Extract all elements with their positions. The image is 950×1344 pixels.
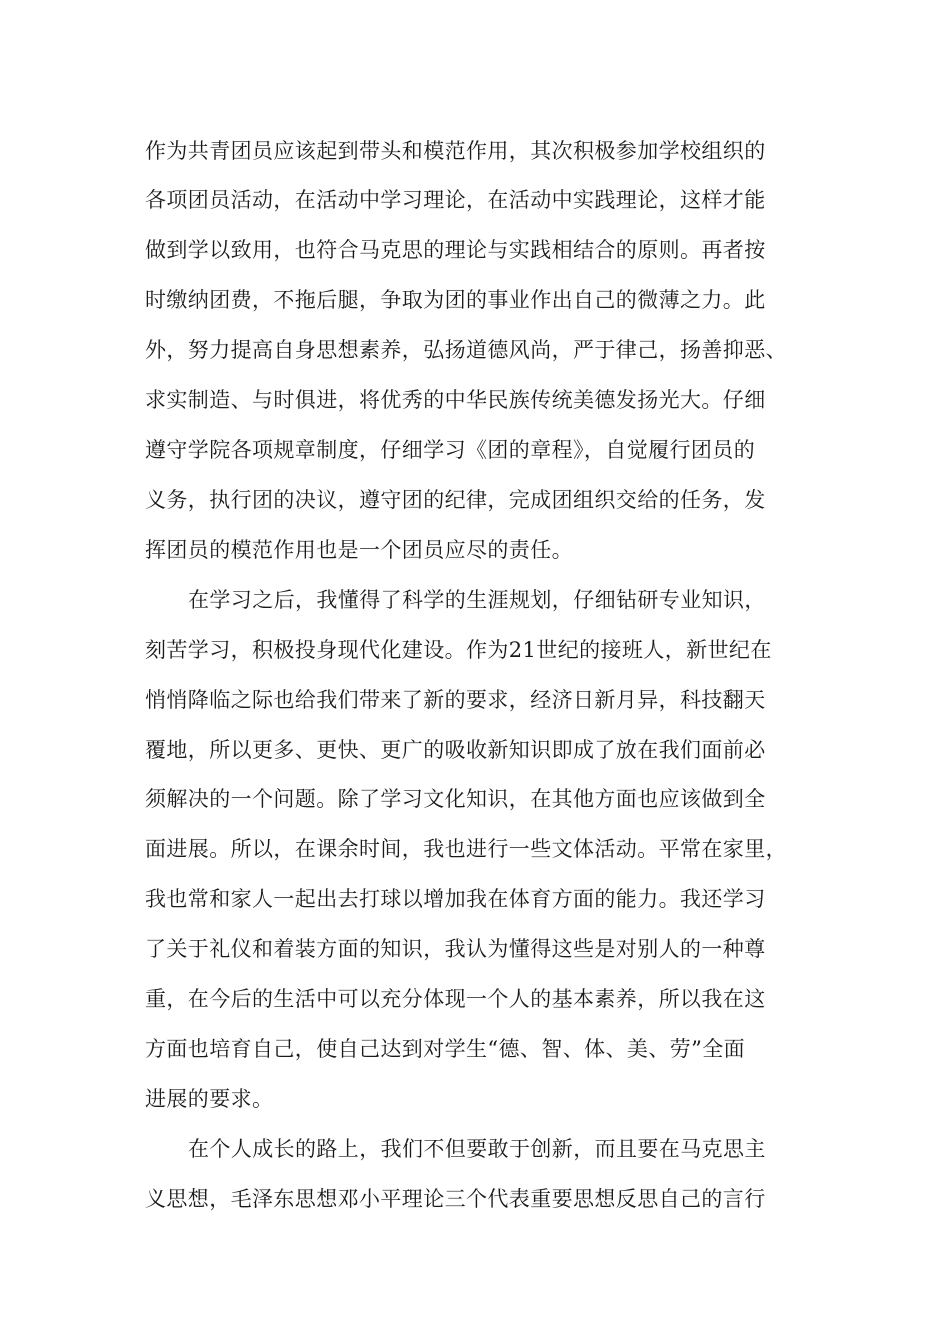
text-line: 挥团员的模范作用也是一个团员应尽的责任。 (145, 538, 573, 562)
text-line: 了关于礼仪和着装方面的知识，我认为懂得这些是对别人的一种尊 (145, 937, 766, 961)
text-line: 义务，执行团的决议，遵守团的纪律，完成团组织交给的任务，发 (145, 488, 766, 512)
text-line: 遵守学院各项规章制度，仔细学习《团的章程》，自觉履行团员的 (145, 438, 756, 462)
text-line: 重，在今后的生活中可以充分体现一个人的基本素养，所以我在这 (145, 987, 766, 1011)
text-line: 各项团员活动，在活动中学习理论，在活动中实践理论，这样才能 (145, 188, 766, 212)
text-line: 须解决的一个问题。除了学习文化知识，在其他方面也应该做到全 (145, 787, 766, 811)
text-line: 时缴纳团费，不拖后腿，争取为团的事业作出自己的微薄之力。此 (145, 288, 766, 312)
text-line: 作为共青团员应该起到带头和模范作用，其次积极参加学校组织的 (145, 139, 766, 163)
text-line: 在个人成长的路上，我们不但要敢于创新，而且要在马克思主 (188, 1137, 766, 1161)
text-line: 做到学以致用，也符合马克思的理论与实践相结合的原则。再者按 (145, 238, 766, 262)
text-line: 进展的要求。 (145, 1087, 274, 1111)
text-line: 外，努力提高自身思想素养，弘扬道德风尚，严于律己，扬善抑恶、 (145, 338, 787, 362)
text-line: 悄悄降临之际也给我们带来了新的要求，经济日新月异，科技翻天 (145, 688, 766, 712)
text-line: 面进展。所以，在课余时间，我也进行一些文体活动。平常在家里， (145, 837, 787, 861)
text-line: 覆地，所以更多、更快、更广的吸收新知识即成了放在我们面前必 (145, 738, 766, 762)
text-line: 方面也培育自己，使自己达到对学生“德、智、体、美、劳”全面 (145, 1037, 746, 1061)
text-line: 义思想，毛泽东思想邓小平理论三个代表重要思想反思自己的言行 (145, 1187, 766, 1211)
text-line: 在学习之后，我懂得了科学的生涯规划，仔细钻研专业知识， (188, 588, 766, 612)
text-line: 刻苦学习，积极投身现代化建设。作为21世纪的接班人，新世纪在 (145, 638, 772, 662)
text-line: 求实制造、与时俱进，将优秀的中华民族传统美德发扬光大。仔细 (145, 388, 766, 412)
text-line: 我也常和家人一起出去打球以增加我在体育方面的能力。我还学习 (145, 887, 766, 911)
